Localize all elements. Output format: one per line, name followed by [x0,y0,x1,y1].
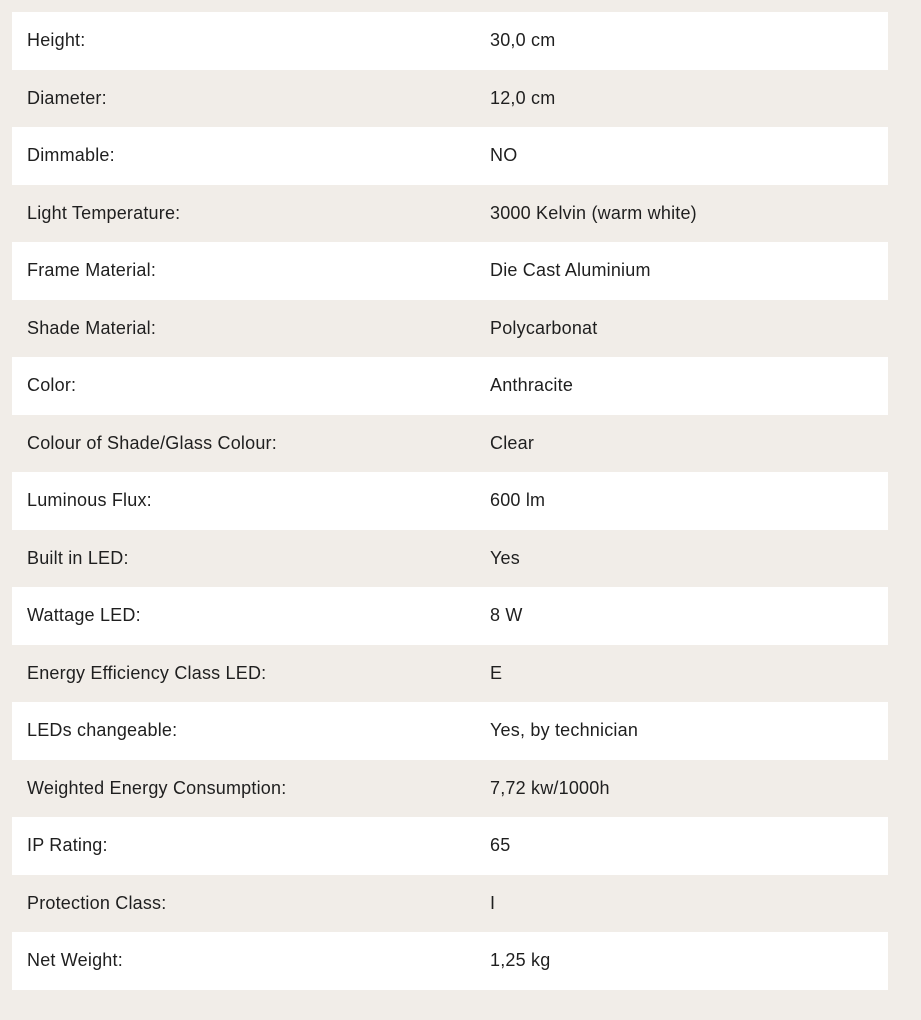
spec-row-wattage-led [12,587,888,645]
spec-value: Anthracite [490,375,574,396]
spec-row-dimmable [12,127,888,185]
spec-label: LEDs changeable: [27,720,178,741]
spec-value: Polycarbonat [490,317,598,338]
spec-row-protection-class [12,875,888,933]
spec-row-diameter [12,70,888,128]
spec-label: Net Weight: [27,950,123,971]
spec-value: 3000 Kelvin (warm white) [490,202,697,223]
spec-label: Colour of Shade/Glass Colour: [27,432,277,453]
spec-table [12,12,888,990]
spec-label: Built in LED: [27,547,129,568]
spec-row-frame-material [12,242,888,300]
spec-label: Weighted Energy Consumption: [27,777,287,798]
spec-row-shade-material [12,300,888,358]
spec-row-energy-consumption [12,760,888,818]
spec-row-height [12,12,888,70]
spec-label: Height: [27,30,86,51]
spec-value: 30,0 cm [490,30,556,51]
spec-label: Color: [27,375,77,396]
spec-value: E [490,662,503,683]
spec-row-ip-rating [12,817,888,875]
spec-row-color [12,357,888,415]
spec-value: Die Cast Aluminium [490,260,651,281]
spec-label: Luminous Flux: [27,490,152,511]
spec-value: 7,72 kw/1000h [490,777,610,798]
spec-value: I [490,892,496,913]
spec-row-light-temperature [12,185,888,243]
spec-label: Protection Class: [27,892,167,913]
spec-value: Yes, by technician [490,720,639,741]
spec-label: Light Temperature: [27,202,181,223]
spec-label: Frame Material: [27,260,157,281]
spec-value: 1,25 kg [490,950,551,971]
spec-label: Dimmable: [27,145,115,166]
spec-row-built-in-led [12,530,888,588]
spec-row-energy-efficiency [12,645,888,703]
spec-label: IP Rating: [27,835,108,856]
spec-label: Energy Efficiency Class LED: [27,662,267,683]
spec-label: Diameter: [27,87,107,108]
spec-value: 12,0 cm [490,87,556,108]
spec-row-leds-changeable [12,702,888,760]
spec-label: Wattage LED: [27,605,141,626]
spec-value: 65 [490,835,511,856]
spec-row-luminous-flux [12,472,888,530]
spec-value: 600 lm [490,490,546,511]
spec-value: NO [490,145,518,166]
spec-value: Yes [490,547,520,568]
spec-row-shade-glass-colour [12,415,888,473]
spec-row-net-weight [12,932,888,990]
spec-value: 8 W [490,605,523,626]
spec-label: Shade Material: [27,317,157,338]
spec-value: Clear [490,432,535,453]
